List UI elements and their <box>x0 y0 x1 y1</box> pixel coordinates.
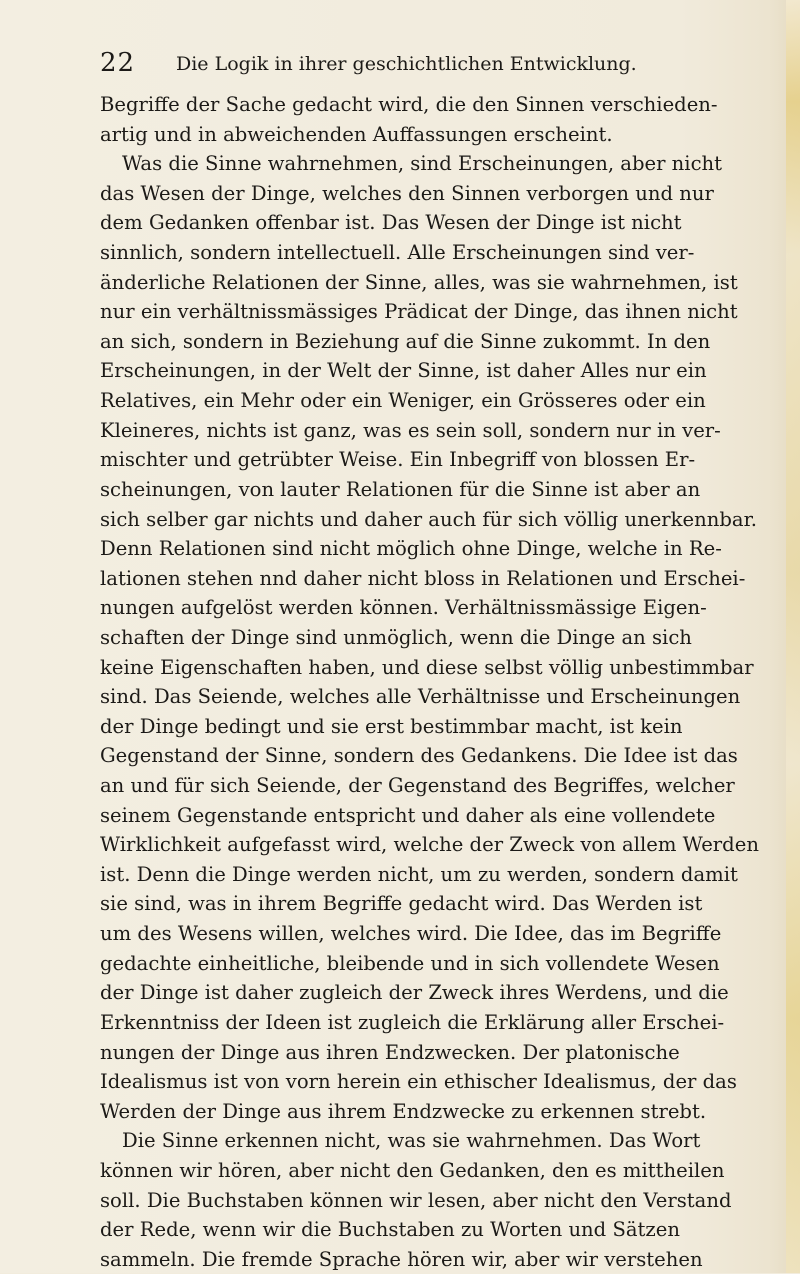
text-line: Denn Relationen sind nicht möglich ohne Dinge, welche in Re- <box>100 537 722 561</box>
text-line: Die Sinne erkennen nicht, was sie wahrnehmen. Das Wort <box>122 1129 701 1153</box>
text-line: scheinungen, von lauter Relationen für die Sinne ist aber an <box>100 477 701 501</box>
text-line: soll. Die Buchstaben können wir lesen, aber nicht den Verstand <box>100 1188 732 1212</box>
page-number: 22 <box>100 48 136 78</box>
page-edge <box>786 0 800 1273</box>
text-line: an und für sich Seiende, der Gegenstand des Begriffes, welcher <box>100 774 735 798</box>
text-line: artig und in abweichenden Auffassungen erscheint. <box>100 122 613 146</box>
running-head: Die Logik in ihrer geschichtlichen Entwicklung. <box>176 53 637 75</box>
text-line: Werden der Dinge aus ihrem Endzwecke zu erkennen strebt. <box>100 1099 707 1123</box>
text-line: Kleineres, nichts ist ganz, was es sein soll, sondern nur in ver- <box>100 418 721 442</box>
text-line: um des Wesens willen, welches wird. Die Idee, das im Begriffe <box>100 922 722 946</box>
text-line: können wir hören, aber nicht den Gedanken, den es mittheilen <box>100 1158 725 1182</box>
text-line: mischter und getrübter Weise. Ein Inbegriff von blossen Er- <box>100 448 696 472</box>
text-line: keine Eigenschaften haben, und diese selbst völlig unbestimmbar <box>100 655 754 679</box>
text-line: änderliche Relationen der Sinne, alles, was sie wahrnehmen, ist <box>100 270 738 294</box>
text-line: sich selber gar nichts und daher auch für sich völlig unerkennbar. <box>100 507 758 531</box>
text-line: das Wesen der Dinge, welches den Sinnen verborgen und nur <box>100 181 714 205</box>
text-line: sie sind, was in ihrem Begriffe gedacht wird. Das Werden ist <box>100 892 703 916</box>
text-line: nungen aufgelöst werden können. Verhältnissmässige Eigen- <box>100 596 707 620</box>
text-line: Relatives, ein Mehr oder ein Weniger, ein Grösseres oder ein <box>100 389 706 413</box>
text-line: sinnlich, sondern intellectuell. Alle Erscheinungen sind ver- <box>100 241 695 265</box>
text-line: Erscheinungen, in der Welt der Sinne, ist daher Alles nur ein <box>100 359 707 383</box>
text-line: der Dinge ist daher zugleich der Zweck ihres Werdens, und die <box>100 981 729 1005</box>
text-line: an sich, sondern in Beziehung auf die Sinne zukommt. In den <box>100 329 711 353</box>
text-line: lationen stehen nnd daher nicht bloss in Relationen und Erschei- <box>100 566 746 590</box>
text-line: nur ein verhältnissmässiges Prädicat der Dinge, das ihnen nicht <box>100 300 738 324</box>
text-line: der Dinge bedingt und sie erst bestimmbar macht, ist kein <box>100 714 683 738</box>
text-line: Gegenstand der Sinne, sondern des Gedankens. Die Idee ist das <box>100 744 738 768</box>
text-line: Was die Sinne wahrnehmen, sind Erscheinungen, aber nicht <box>122 152 723 176</box>
text-line: der Rede, wenn wir die Buchstaben zu Worten und Sätzen <box>100 1218 680 1242</box>
text-line: ist. Denn die Dinge werden nicht, um zu werden, sondern damit <box>100 862 738 886</box>
page-header <box>100 46 660 80</box>
text-line: Idealismus ist von vorn herein ein ethischer Idealismus, der das <box>100 1070 737 1094</box>
body-text <box>100 90 759 1274</box>
text-line: seinem Gegenstande entspricht und daher als eine vollendete <box>100 803 716 827</box>
text-line: gedachte einheitliche, bleibende und in sich vollendete Wesen <box>100 951 720 975</box>
text-line: Erkenntniss der Ideen ist zugleich die Erklärung aller Erschei- <box>100 1010 725 1034</box>
text-line: nungen der Dinge aus ihren Endzwecken. Der platonische <box>100 1040 680 1064</box>
text-line: Wirklichkeit aufgefasst wird, welche der Zweck von allem Werden <box>100 833 759 857</box>
text-line: Begriffe der Sache gedacht wird, die den Sinnen verschieden- <box>100 93 718 116</box>
text-line: schaften der Dinge sind unmöglich, wenn die Dinge an sich <box>100 625 692 649</box>
text-line: sind. Das Seiende, welches alle Verhältnisse und Erscheinungen <box>100 685 741 709</box>
text-line: sammeln. Die fremde Sprache hören wir, aber wir verstehen <box>100 1247 703 1271</box>
text-line: dem Gedanken offenbar ist. Das Wesen der Dinge ist nicht <box>100 211 682 235</box>
